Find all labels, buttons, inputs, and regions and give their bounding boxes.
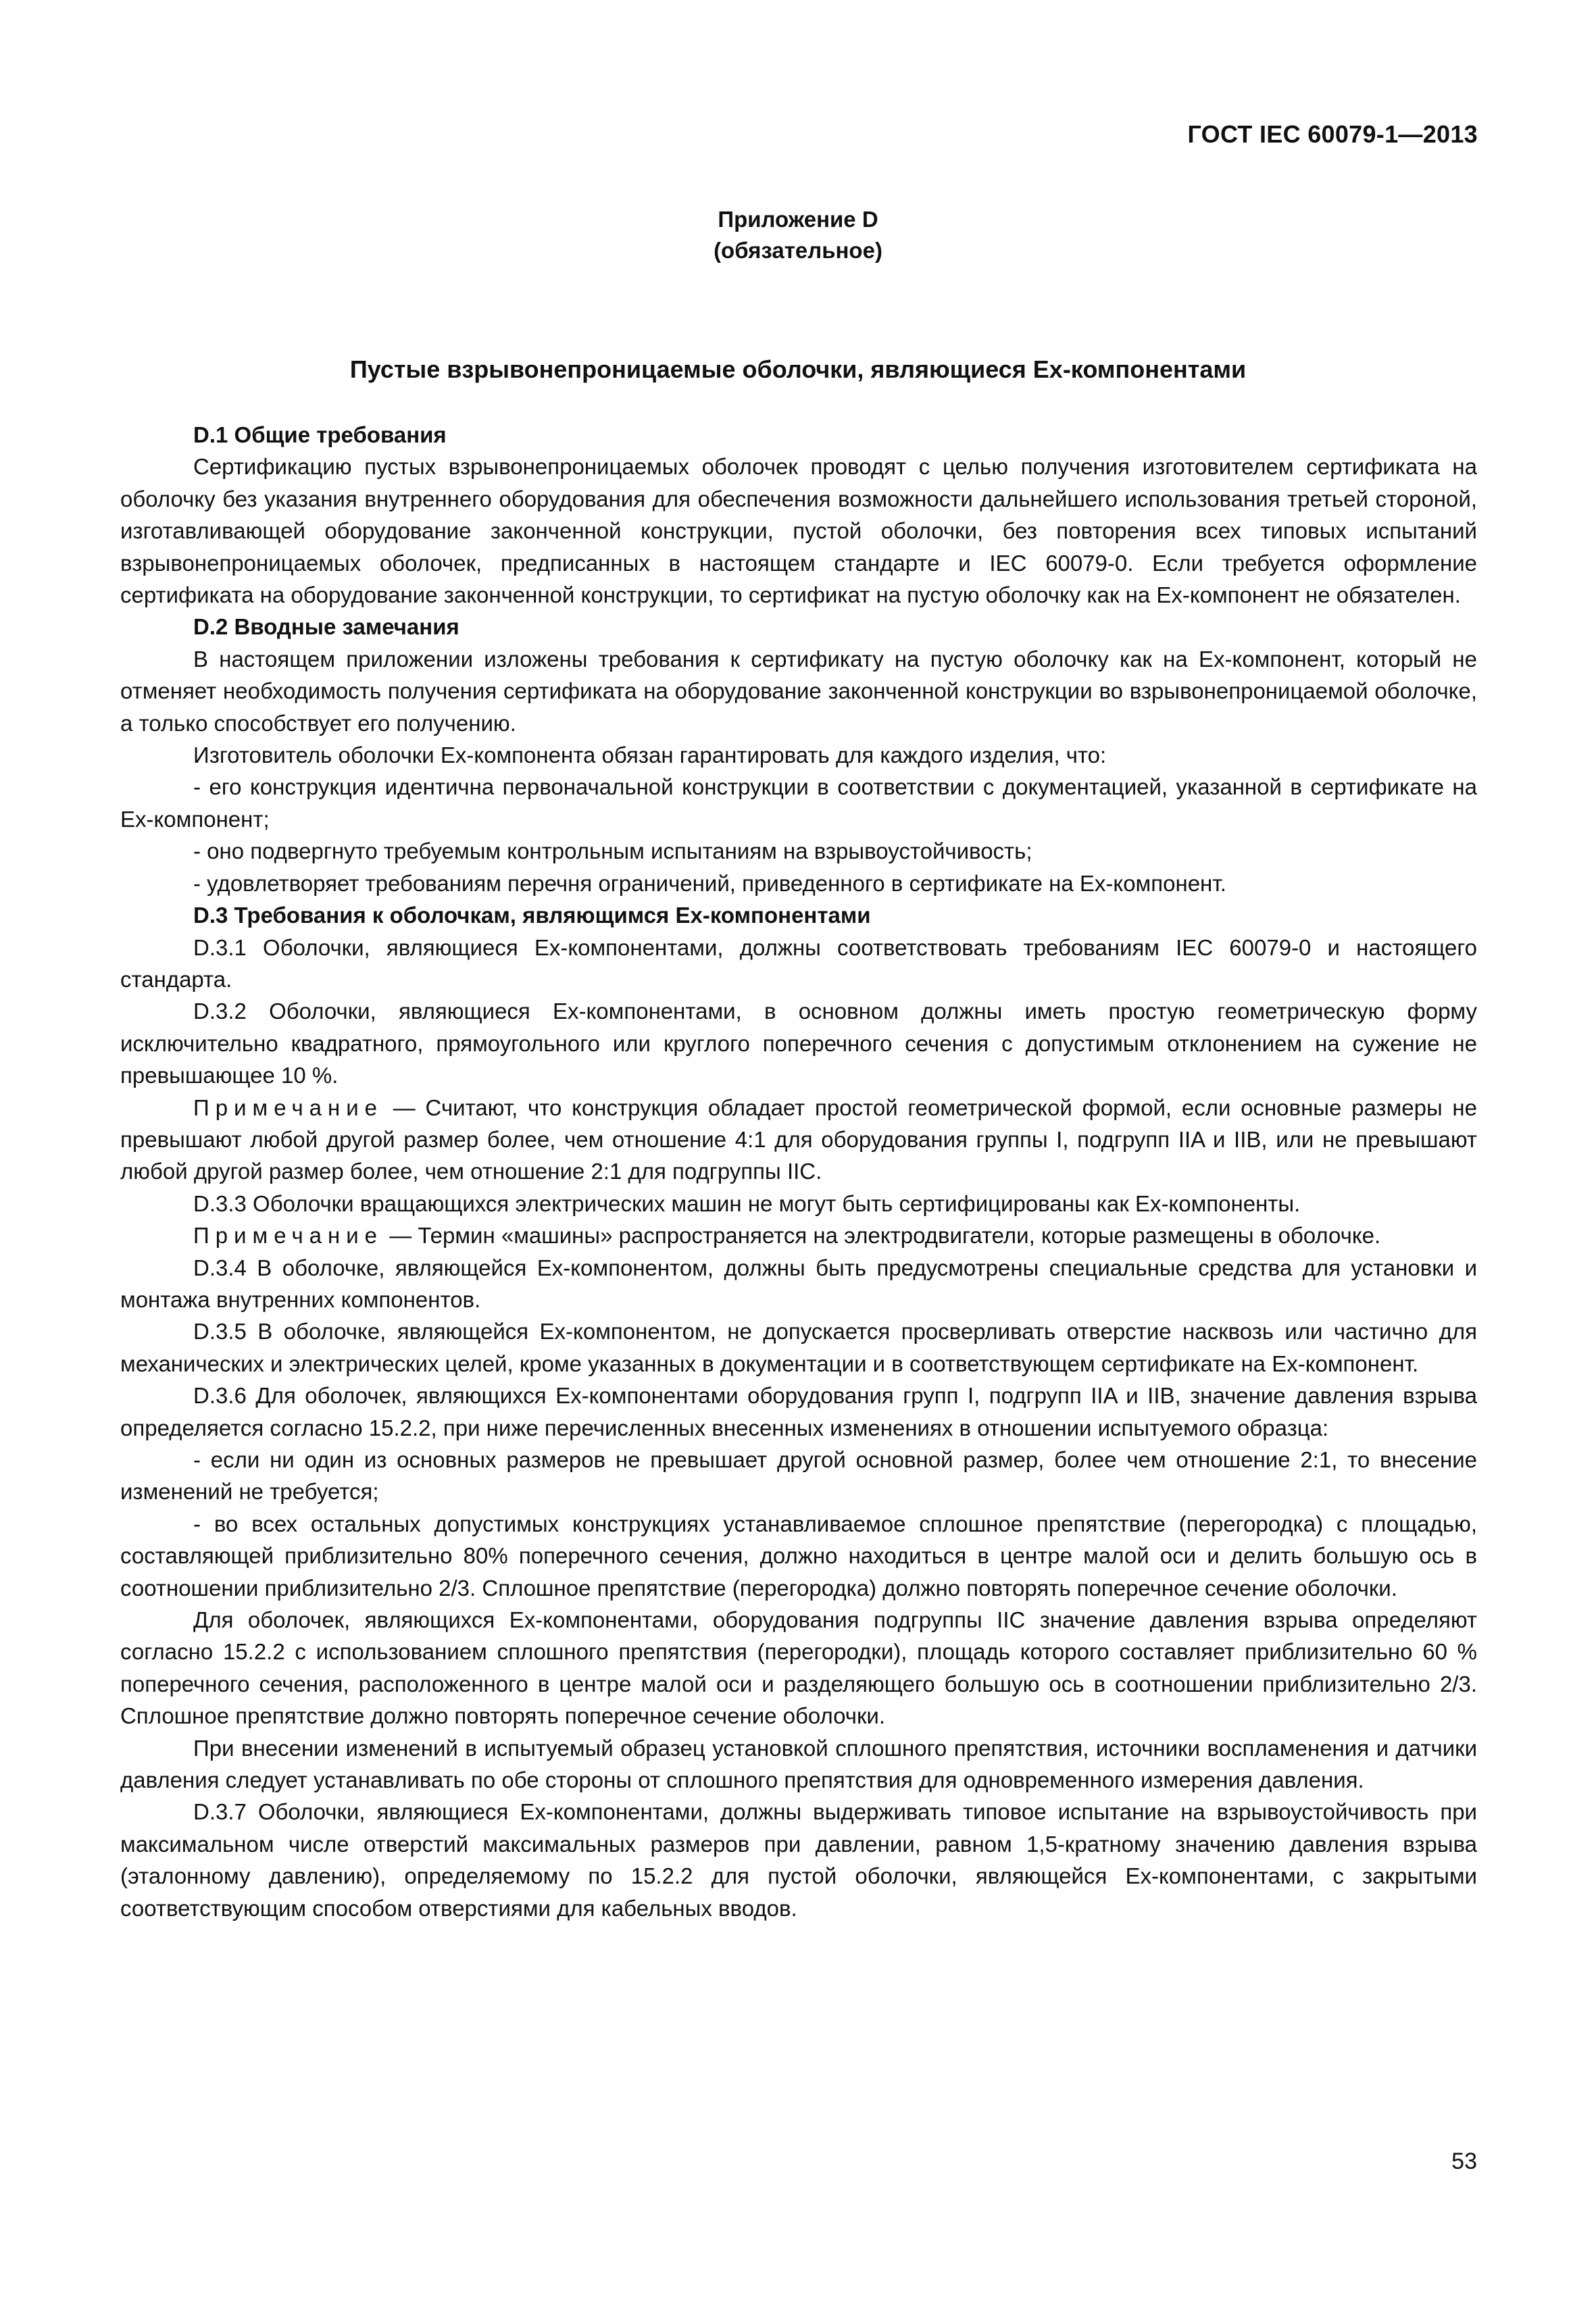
note — [120, 1219, 1477, 1251]
paragraph: D.3.7 Оболочки, являющиеся Ex-компонентами, должны выдерживать типовое испытание на взрывоустойчивость при максимальном числе отверстий максимальных размеров при давлении, равном 1,5-кратному значению давления взрыва (эталонному давлению), определяемому по 15.2.2 для пустой оболочки, являющейся Ex-компонентами, с закрытыми соответствующим способом отверстиями для кабельных вводов. — [120, 1799, 1477, 1921]
paragraph: D.3.1 Оболочки, являющиеся Ex-компонентами, должны соответствовать требованиям IEC 60079-0 и настоящего стандарта. — [120, 934, 1477, 992]
annex-status: (обязательное) — [714, 238, 882, 263]
paragraph: Для оболочек, являющихся Ex-компонентами, оборудования подгруппы IIC значение давления взрыва определяют согласно 15.2.2 с использованием сплошного препятствия (перегородки), площадь которого составляет приблизительно 60 % поперечного сечения, расположенного в центре малой оси и разделяющего большую ось в соотношении приблизительно 2/3. Сплошное препятствие должно повторять поперечное сечение оболочки. — [120, 1607, 1477, 1729]
heading-d2: D.2 Вводные замечания — [193, 614, 459, 640]
section-title: Пустые взрывонепроницаемые оболочки, являющиеся Ex-компонентами — [349, 355, 1247, 383]
list-item: - оно подвергнуто требуемым контрольным испытаниям на взрывоустойчивость; — [193, 838, 1032, 864]
heading-d3: D.3 Требования к оболочкам, являющимся Ex-компонентами — [193, 903, 871, 928]
note-label: Примечание — [193, 1095, 384, 1120]
paragraph: D.3.2 Оболочки, являющиеся Ex-компонентами, в основном должны иметь простую геометрическую форму исключительно квадратного, прямоугольного или круглого поперечного сечения с допустимым отклонением на сужение не превышающее 10 %. — [120, 999, 1477, 1088]
document-body — [120, 419, 1477, 1924]
annex-heading — [0, 204, 1596, 266]
document-code: ГОСТ IEC 60079-1—2013 — [1187, 120, 1478, 148]
paragraph: D.3.3 Оболочки вращающихся электрических машин не могут быть сертифицированы как Ex-компоненты. — [193, 1190, 1301, 1216]
note-text: — Термин «машины» распространяется на электродвигатели, которые размещены в оболочке. — [389, 1223, 1381, 1249]
list-item: - удовлетворяет требованиям перечня ограничений, приведенного в сертификате на Ex-компонент. — [193, 870, 1226, 896]
paragraph: D.3.6 Для оболочек, являющихся Ex-компонентами оборудования групп I, подгрупп IIA и IIB, значение давления взрыва определяется согласно 15.2.2, при ниже перечисленных внесенных изменениях в отношении испытуемого образца: — [120, 1383, 1477, 1440]
list-item: - во всех остальных допустимых конструкциях устанавливаемое сплошное препятствие (перегородка) с площадью, составляющей приблизительно 80% поперечного сечения, должно находиться в центре малой оси и делить большую ось в соотношении приблизительно 2/3. Сплошное препятствие (перегородка) должно повторять поперечное сечение оболочки. — [120, 1511, 1477, 1601]
paragraph: При внесении изменений в испытуемый образец установкой сплошного препятствия, источники воспламенения и датчики давления следует устанавливать по обе стороны от сплошного препятствия для одновременного измерения давления. — [120, 1735, 1477, 1793]
heading-d1: D.1 Общие требования — [193, 422, 447, 447]
list-item: - его конструкция идентична первоначальной конструкции в соответствии с документацией, указанной в сертификате на Ex-компонент; — [120, 774, 1477, 832]
paragraph: Сертификацию пустых взрывонепроницаемых оболочек проводят с целью получения изготовителем сертификата на оболочку без указания внутреннего оборудования для обеспечения возможности дальнейшего использования третьей стороной, изготавливающей оборудование законченной конструкции, пустой оболочки, без повторения всех типовых испытаний взрывонепроницаемых оболочек, предписанных в настоящем стандарте и IEC 60079-0. Если требуется оформление сертификата на оборудование законченной конструкции, то сертификат на пустую оболочку как на Ex-компонент не обязателен. — [120, 454, 1477, 608]
note-text: — Считают, что конструкция обладает простой геометрической формой, если основные размеры не превышают любой другой размер более, чем отношение 4:1 для оборудования группы I, подгрупп IIA и IIB, или не превышают любой другой размер более, чем отношение 2:1 для подгруппы IIC. — [120, 1095, 1478, 1184]
note — [120, 1092, 1477, 1188]
paragraph: Изготовитель оболочки Ex-компонента обязан гарантировать для каждого изделия, что: — [193, 743, 1107, 768]
note-label: Примечание — [193, 1223, 384, 1249]
paragraph: В настоящем приложении изложены требования к сертификату на пустую оболочку как на Ex-компонент, который не отменяет необходимость получения сертификата на оборудование законченной конструкции во взрывонепроницаемой оболочке, а только способствует его получению. — [120, 646, 1477, 736]
annex-title: Приложение D — [718, 207, 878, 232]
paragraph: D.3.4 В оболочке, являющейся Ex-компонентом, должны быть предусмотрены специальные средства для установки и монтажа внутренних компонентов. — [120, 1255, 1477, 1312]
list-item: - если ни один из основных размеров не превышает другой основной размер, более чем отношение 2:1, то внесение изменений не требуется; — [120, 1447, 1477, 1505]
page-number: 53 — [1451, 2148, 1477, 2174]
paragraph: D.3.5 В оболочке, являющейся Ex-компонентом, не допускается просверливать отверстие насквозь или частично для механических и электрических целей, кроме указанных в документации и в соответствующем сертификате на Ex-компонент. — [120, 1319, 1477, 1376]
